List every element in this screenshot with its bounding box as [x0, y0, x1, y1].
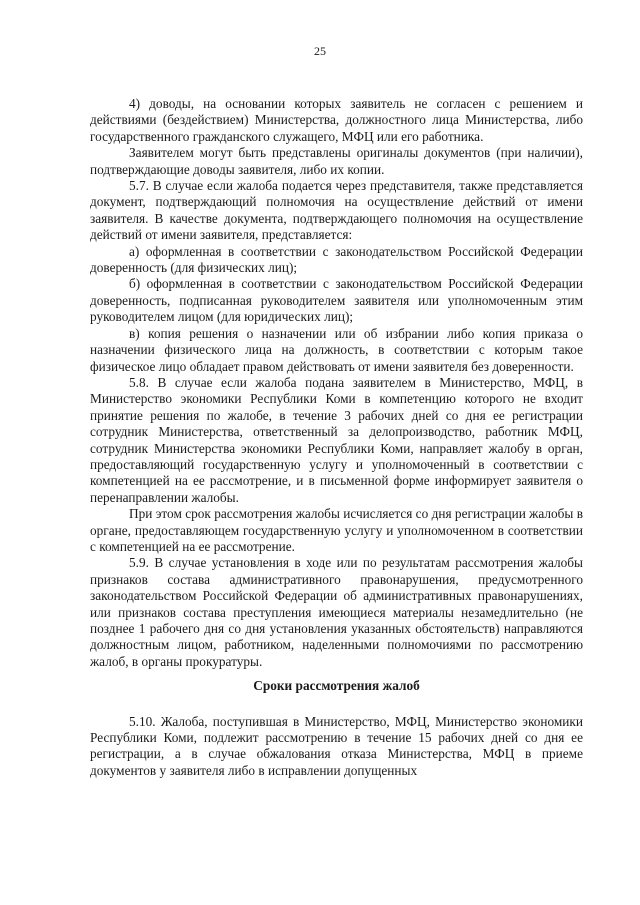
- list-item-b: б) оформленная в соответствии с законодательством Российской Федерации доверенность, подписанная руководителем заявителя или уполномоченным этим руководителем лицом (для юридических лиц);: [90, 276, 583, 325]
- list-item-a: а) оформленная в соответствии с законодательством Российской Федерации доверенность (для физических лиц);: [90, 243, 583, 276]
- paragraph-5-10: 5.10. Жалоба, поступившая в Министерство, МФЦ, Министерство экономики Республики Коми, подлежит рассмотрению в течение 15 рабочих дней со дня ее регистрации, а в случае обжалования отказа Министерства, МФЦ в приеме документов у заявителя либо в исправлении допущенных: [90, 713, 583, 778]
- section-heading: Сроки рассмотрения жалоб: [253, 678, 420, 694]
- list-item-v: в) копия решения о назначении или об избрании либо копия приказа о назначении физического лица на должность, в соответствии с которым такое физическое лицо обладает правом действовать от имени заявителя без доверенности.: [90, 325, 583, 374]
- paragraph-originals: Заявителем могут быть представлены оригиналы документов (при наличии), подтверждающие доводы заявителя, либо их копии.: [90, 145, 583, 177]
- paragraph-4-arguments: 4) доводы, на основании которых заявитель не согласен с решением и действиями (бездействием) Министерства, должностного лица Министерства, либо государственного гражданского служащего, МФЦ или его работника.: [90, 96, 583, 144]
- paragraph-5-7: 5.7. В случае если жалоба подается через представителя, также представляется документ, подтверждающий полномочия на осуществление действий от имени заявителя. В качестве документа, подтверждающего полномочия на осуществление действий от имени заявителя, представляется:: [90, 178, 583, 243]
- paragraph-5-9: 5.9. В случае установления в ходе или по результатам рассмотрения жалобы признаков состава административного правонарушения, предусмотренного законодательством Российской Федерации об административных правонарушениях, или признаков состава преступления имеющиеся материалы незамедлительно (не позднее 1 рабочего дня со дня установления указанных обстоятельств) направляются должностным лицом, работником, наделенными полномочиями по рассмотрению жалоб, в органы прокуратуры.: [90, 555, 583, 669]
- document-body: [90, 96, 583, 779]
- paragraph-term-count: При этом срок рассмотрения жалобы исчисляется со дня регистрации жалобы в органе, предоставляющем государственную услугу и уполномоченном в соответствии с компетенцией на ее рассмотрение.: [90, 506, 583, 554]
- page-number: 25: [314, 44, 326, 58]
- paragraph-5-8: 5.8. В случае если жалоба подана заявителем в Министерство, МФЦ, в Министерство экономики Республики Коми в компетенцию которого не входит принятие решения по жалобе, в течение 3 рабочих дней со дня ее регистрации сотрудник Министерства, ответственный за делопроизводство, работник МФЦ, сотрудник Министерства экономики Республики Коми, направляет жалобу в орган, предоставляющий государственную услугу и уполномоченный в соответствии с компетенцией на ее рассмотрение, и в письменной форме информирует заявителя о перенаправлении жалобы.: [90, 374, 583, 505]
